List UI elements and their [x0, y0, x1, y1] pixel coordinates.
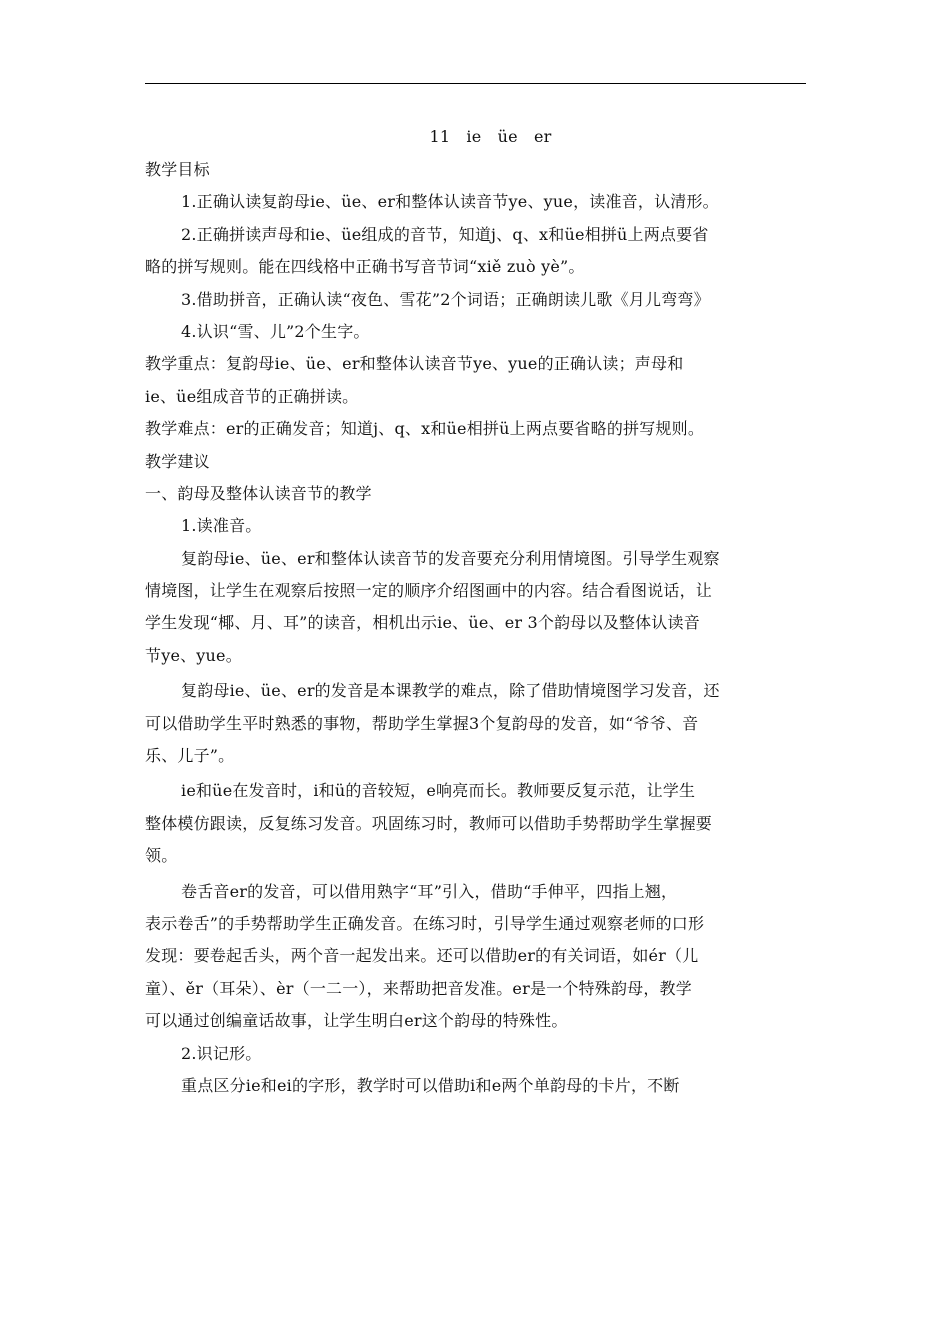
paragraph-line: 学生发现“椰、月、耳”的读音，相机出示ie、üe、er 3个韵母以及整体认读音 [145, 613, 700, 633]
paragraph-line: ie、üe组成音节的正确拼读。 [145, 386, 359, 406]
paragraph-line: 整体模仿跟读，反复练习发音。巩固练习时，教师可以借助手势帮助学生掌握要 [145, 813, 713, 833]
paragraph-line: 童）、ěr（耳朵）、èr（一二一），来帮助把音发准。er是一个特殊韵母，教学 [145, 978, 692, 998]
paragraph-line: 卷舌音er的发音，可以借用熟字“耳”引入，借助“手伸平，四指上翘， [181, 881, 678, 901]
header-rule [145, 83, 806, 84]
paragraph-line: 领。 [145, 846, 178, 866]
paragraph-line: 复韵母ie、üe、er和整体认读音节的发音要充分利用情境图。引导学生观察 [181, 548, 720, 568]
paragraph-line: 4.认识“雪、儿”2个生字。 [181, 321, 370, 341]
paragraph-line: 复韵母ie、üe、er的发音是本课教学的难点，除了借助情境图学习发音，还 [181, 681, 720, 701]
paragraph-line: 可以通过创编童话故事，让学生明白er这个韵母的特殊性。 [145, 1011, 568, 1031]
paragraph-line: 略的拼写规则。能在四线格中正确书写音节词“xiě zuò yè”。 [145, 257, 585, 277]
paragraph-line: 节ye、yue。 [145, 645, 242, 665]
paragraph-line: 重点区分ie和ei的字形，教学时可以借助i和e两个单韵母的卡片，不断 [181, 1075, 680, 1095]
subsection-heading: 1.读准音。 [181, 516, 262, 536]
heading-objectives: 教学目标 [145, 160, 210, 179]
paragraph-line: 乐、儿子”。 [145, 746, 235, 766]
paragraph-line: 1.正确认读复韵母ie、üe、er和整体认读音节ye、yue，读准音，认清形。 [181, 192, 719, 212]
paragraph-line: 3.借助拼音，正确认读“夜色、雪花”2个词语；正确朗读儿歌《月儿弯弯》 [181, 289, 710, 309]
subsection-heading: 2.识记形。 [181, 1043, 262, 1063]
document-body [145, 120, 806, 1102]
paragraph-line: 可以借助学生平时熟悉的事物，帮助学生掌握3个复韵母的发音，如“爷爷、音 [145, 713, 699, 733]
paragraph-line: 情境图，让学生在观察后按照一定的顺序介绍图画中的内容。结合看图说话，让 [145, 581, 713, 601]
lesson-title: 11 ie üe er [429, 127, 552, 146]
paragraph-line: ie和üe在发音时，i和ü的音较短，e响亮而长。教师要反复示范，让学生 [181, 781, 696, 801]
key-points-line: 教学重点：复韵母ie、üe、er和整体认读音节ye、yue的正确认读；声母和 [145, 354, 684, 374]
difficult-points-line: 教学难点：er的正确发音；知道j、q、x和üe相拼ü上两点要省略的拼写规则。 [145, 419, 705, 439]
paragraph-line: 发现：要卷起舌头，两个音一起发出来。还可以借助er的有关词语，如ér（儿 [145, 946, 699, 966]
heading-suggestions: 教学建议 [145, 451, 210, 471]
paragraph-line: 2.正确拼读声母和ie、üe组成的音节，知道j、q、x和üe相拼ü上两点要省 [181, 224, 709, 244]
paragraph-line: 表示卷舌”的手势帮助学生正确发音。在练习时，引导学生通过观察老师的口形 [145, 913, 705, 933]
section-heading: 一、韵母及整体认读音节的教学 [145, 483, 372, 503]
